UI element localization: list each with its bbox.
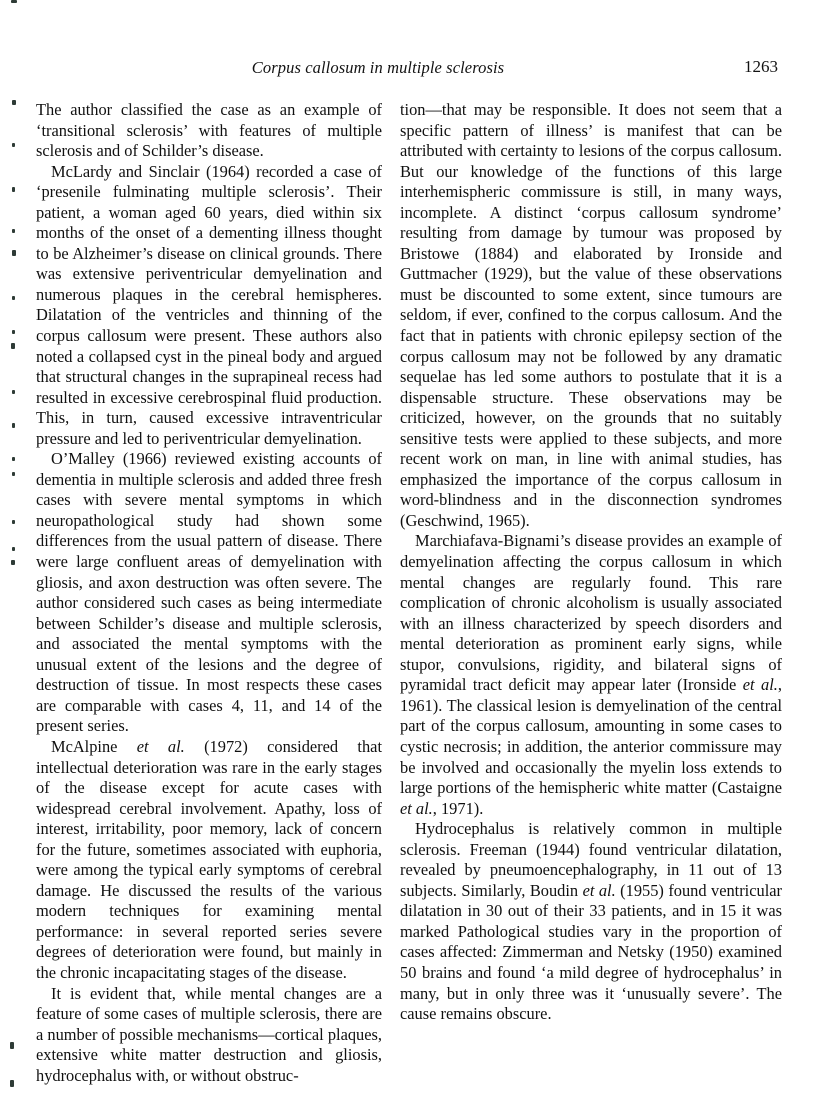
column-right <box>400 100 782 1086</box>
page-number: 1263 <box>744 57 778 76</box>
scan-artifact-mark <box>12 229 15 233</box>
scan-artifact-mark <box>10 1080 14 1087</box>
scan-artifact-mark <box>12 187 15 192</box>
scan-artifact-mark <box>12 547 15 551</box>
paragraph: Hydrocephalus is relatively common in multiple sclerosis. Freeman (1944) found ventricular dilatation, revealed by pneumoencephalography, in 11 out of 13 subjects. Similarly, Boudin et al. (1955) found ventricular dilatation in 30 out of their 33 patients, and in 15 it was marked Pathological studies vary in the proportion of cases affected: Zimmerman and Netsky (1950) examined 50 brains and found ‘a mild degree of hydrocephalus’ in many, but in only three was it ‘unusually severe’. The cause remains obscure. <box>400 819 782 1024</box>
scan-artifact-mark <box>11 560 15 565</box>
paragraph: O’Malley (1966) reviewed existing accounts of dementia in multiple sclerosis and added three fresh cases with severe mental symptoms in which neuropathological study had shown some differences from the usual pattern of disease. There were large confluent areas of demyelination with gliosis, and axon destruction was often severe. The author considered such cases as being intermediate between Schilder’s disease and multiple sclerosis, and associated the mental symptoms with the unusual extent of the lesions and the degree of destruction of tissue. In most respects these cases are comparable with cases 4, 11, and 14 of the present series. <box>36 449 382 736</box>
scan-artifact-mark <box>12 457 15 461</box>
scan-artifact-mark <box>12 520 15 524</box>
scan-artifact-mark <box>10 1042 14 1049</box>
paragraph: Marchiafava-Bignami’s disease provides an example of demyelination affecting the corpus callosum in which mental changes are regularly found. This rare complication of chronic alcoholism is usually associated with an illness characterized by speech disorders and mental deterioration as prominent early signs, while stupor, convulsions, rigidity, and bilateral signs of pyramidal tract deficit may appear later (Ironside et al., 1961). The classical lesion is demyelination of the central part of the corpus callosum, amounting in some cases to cystic necrosis; in addition, the anterior commissure may be involved and occasionally the myelin loss extends to large portions of the hemispheric white matter (Castaigne et al., 1971). <box>400 531 782 818</box>
paragraph: McLardy and Sinclair (1964) recorded a case of ‘presenile fulminating multiple sclerosis’. Their patient, a woman aged 60 years, died within six months of the onset of a dementing illness thought to be Alzheimer’s disease on clinical grounds. There was extensive periventricular demyelination and numerous plaques in the cerebral hemispheres. Dilatation of the ventricles and thinning of the corpus callosum were present. These authors also noted a collapsed cyst in the pineal body and argued that structural changes in the suprapineal recess had resulted in excessive cerebrospinal fluid production. This, in turn, caused excessive intraventricular pressure and led to periventricular demyelination. <box>36 161 382 448</box>
scan-artifact-mark <box>12 250 16 256</box>
scan-artifact-mark <box>11 343 15 349</box>
paragraph: It is evident that, while mental changes are a feature of some cases of multiple sclerosis, there are a number of possible mechanisms—cortical plaques, extensive white matter destruction and gliosis, hydrocephalus with, or without obstruc- <box>36 983 382 1085</box>
scan-artifact-mark <box>12 390 15 394</box>
scan-artifact-mark <box>12 143 15 147</box>
paragraph: McAlpine et al. (1972) considered that intellectual deterioration was rare in the early stages of the disease except for acute cases with widespread cerebral involvement. Apathy, loss of interest, irritability, poor memory, lack of concern for the future, sometimes associated with euphoria, were among the typical early symptoms of cerebral damage. He discussed the results of the various modern techniques for examining mental performance: in several reported series severe degrees of deterioration were found, but mainly in the chronic incapacitating stages of the disease. <box>36 736 382 982</box>
paragraph: tion—that may be responsible. It does not seem that a specific pattern of illness’ is manifest that can be attributed with certainty to lesions of the corpus callosum. But our knowledge of the functions of this large interhemispheric commissure is still, in many ways, incomplete. A distinct ‘corpus callosum syndrome’ resulting from damage by tumour was proposed by Bristowe (1884) and elaborated by Ironside and Guttmacher (1929), but the value of these observations must be discounted to some extent, since tumours are seldom, if ever, confined to the corpus callosum. And the fact that in patients with chronic epilepsy section of the corpus callosum may not be followed by any dramatic sequelae has led some authors to postulate that it is a dispensable structure. These observations may be criticized, however, on the grounds that no suitably sensitive tests were applied to these subjects, and more recent work on man, in line with animal studies, has emphasized the importance of the corpus callosum in word-blindness and in the disconnection syndromes (Geschwind, 1965). <box>400 100 782 530</box>
scan-artifact-mark <box>12 330 15 334</box>
scan-artifact-mark <box>12 100 16 105</box>
running-head-title: Corpus callosum in multiple sclerosis <box>251 58 505 77</box>
scan-artifact-mark <box>12 472 15 476</box>
paragraph: The author classified the case as an example of ‘transitional sclerosis’ with features of multiple sclerosis and of Schilder’s disease. <box>36 100 382 161</box>
column-left <box>36 100 382 1086</box>
scan-artifact-mark <box>12 296 15 300</box>
text-columns <box>36 100 782 1086</box>
scan-artifact-mark <box>12 423 15 428</box>
scan-artifact-mark <box>11 0 17 3</box>
